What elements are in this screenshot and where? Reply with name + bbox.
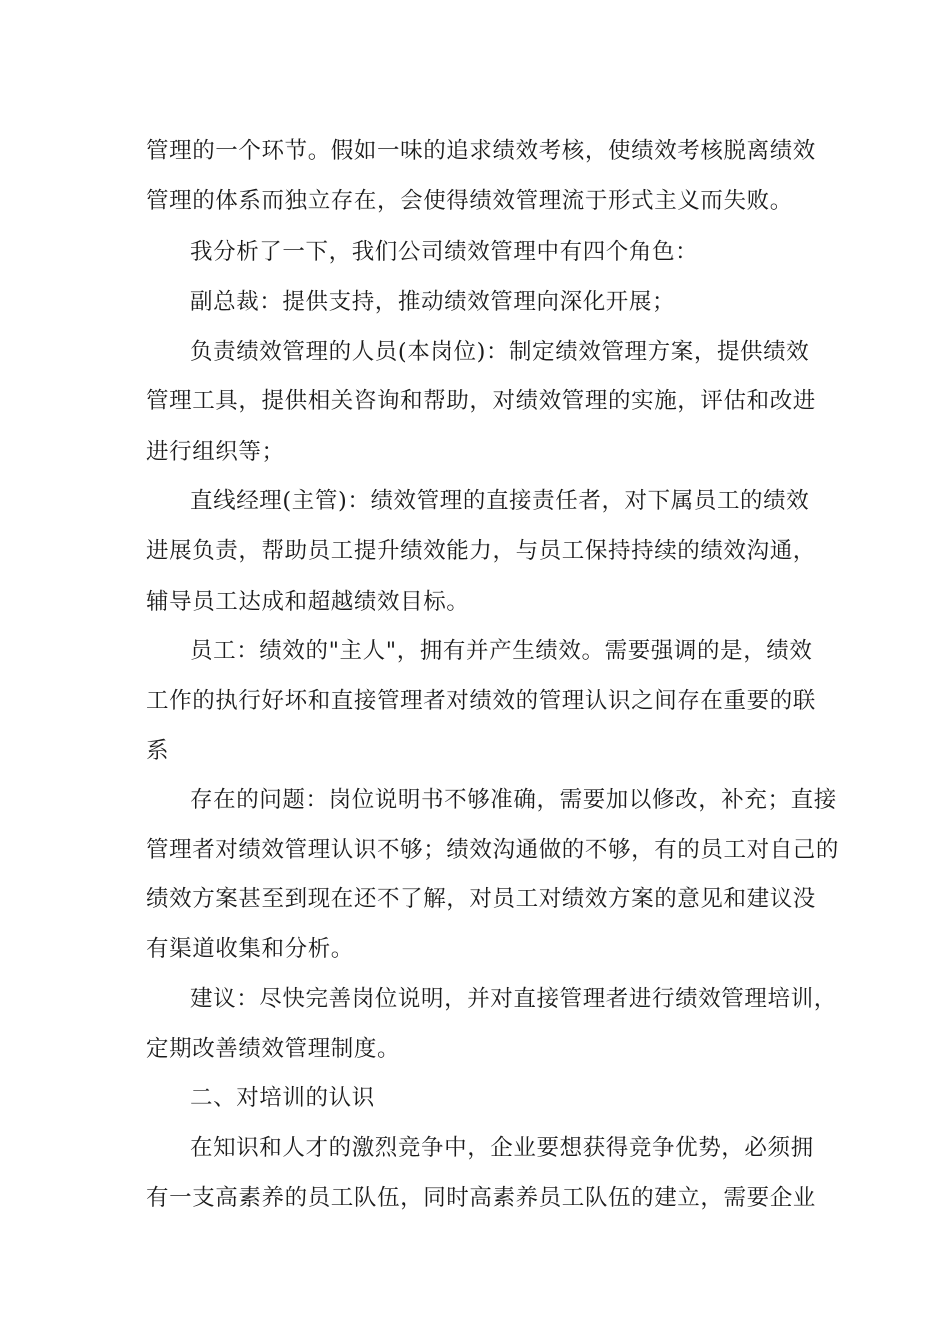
text-line: 管理的体系而独立存在，会使得绩效管理流于形式主义而失败。 <box>146 188 793 214</box>
text-line: 管理的一个环节。假如一味的追求绩效考核，使绩效考核脱离绩效 <box>146 138 816 164</box>
text-line: 副总裁：提供支持，推动绩效管理向深化开展； <box>190 289 676 315</box>
text-line: 直线经理(主管)：绩效管理的直接责任者，对下属员工的绩效 <box>190 488 810 514</box>
text-line: 进行组织等； <box>146 439 285 465</box>
text-line: 系 <box>146 738 170 764</box>
section-heading: 二、对培训的认识 <box>190 1085 375 1111</box>
text-line: 有一支高素养的员工队伍，同时高素养员工队伍的建立，需要企业 <box>146 1185 816 1211</box>
text-line: 绩效方案甚至到现在还不了解，对员工对绩效方案的意见和建议没 <box>146 886 816 912</box>
text-line: 有渠道收集和分析。 <box>146 936 354 962</box>
text-line: 管理工具，提供相关咨询和帮助，对绩效管理的实施，评估和改进 <box>146 388 816 414</box>
text-line: 建议：尽快完善岗位说明，并对直接管理者进行绩效管理培训， <box>190 986 837 1012</box>
text-line: 负责绩效管理的人员(本岗位)：制定绩效管理方案，提供绩效 <box>190 339 810 365</box>
text-line: 辅导员工达成和超越绩效目标。 <box>146 589 470 615</box>
text-line: 定期改善绩效管理制度。 <box>146 1036 401 1062</box>
text-line: 存在的问题：岗位说明书不够准确，需要加以修改，补充；直接 <box>190 787 837 813</box>
text-line: 管理者对绩效管理认识不够；绩效沟通做的不够，有的员工对自己的 <box>146 837 840 863</box>
text-line: 工作的执行好坏和直接管理者对绩效的管理认识之间存在重要的联 <box>146 688 816 714</box>
text-line: 员工：绩效的"主人"，拥有并产生绩效。需要强调的是，绩效 <box>190 638 813 664</box>
text-line: 在知识和人才的激烈竞争中，企业要想获得竞争优势，必须拥 <box>190 1135 814 1161</box>
text-line: 我分析了一下，我们公司绩效管理中有四个角色： <box>190 239 699 265</box>
text-line: 进展负责，帮助员工提升绩效能力，与员工保持持续的绩效沟通， <box>146 538 816 564</box>
